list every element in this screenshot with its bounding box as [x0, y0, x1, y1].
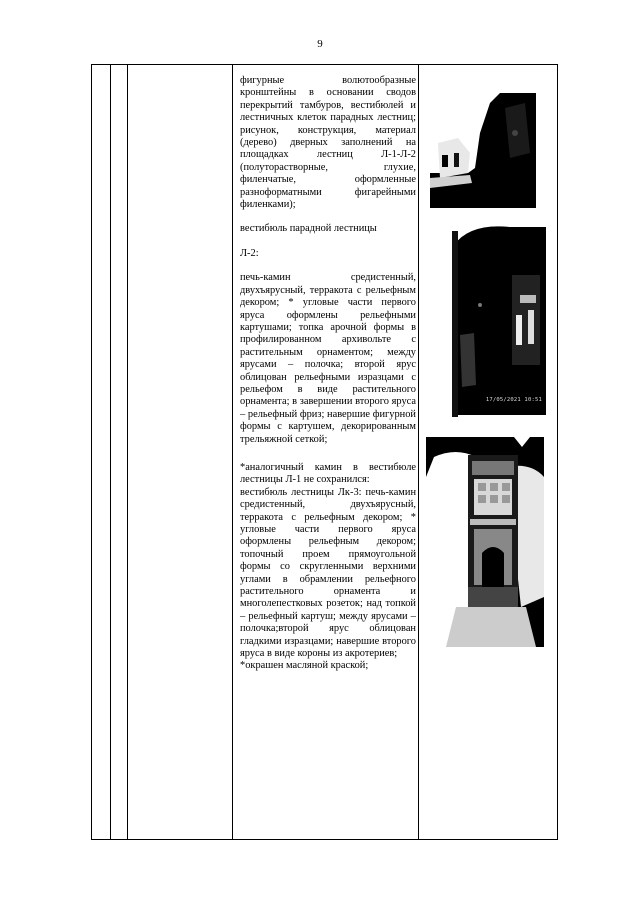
paragraph-fireplace-l2: печь-камин средистенный, двухъярусный, терракота с рельефным декором; * угловые части первого яруса оформлены рельефными картушами; топка арочной формы в профилированном архивольте с растительным орнаментом; между ярусами – полочка; второй ярус облицован рельефными изразцами с рельефом в виде растительного орнамента; в завершении второго яруса – рельефный фриз; навершие фигурной формы с картушем, декорированным трельяжной сеткой; — [240, 272, 416, 445]
paragraph-brackets-doors: фигурные волютообразные кронштейны в основании сводов перекрытий тамбуров, вестибюлей и лестничных клеток парадных лестниц; рисунок, конструкция, материал (дерево) дверных заполнений на площадках лестниц Л-1-Л-2 (полуторастворные, глухие, филенчатые, оформленные разноформатными фигарейными филенками); — [240, 75, 416, 211]
document-table — [91, 64, 558, 840]
paragraph-stair-label: Л-2: — [240, 247, 259, 259]
photo-tiled-fireplace — [426, 437, 544, 647]
paragraph-painted-note: *окрашен масляной краской; — [240, 660, 369, 672]
photo-fireplace-graphic — [426, 437, 544, 647]
paragraph-vestibule-heading: вестибюль парадной лестницы — [240, 223, 377, 235]
photo-timestamp: 17/05/2021 10:51 — [485, 397, 542, 403]
column-divider-4 — [418, 65, 419, 839]
column-divider-2 — [127, 65, 128, 839]
photo-vault-interior — [430, 93, 536, 208]
paragraph-note-l1: *аналогичный камин в вестибюле лестницы Л-1 не сохранился: — [240, 461, 416, 486]
paragraph-fireplace-lk3: вестибюль лестницы Лк-3: печь-камин средистенный, двухъярусный, терракота с рельефным декором; * угловые части первого яруса оформлены рельефным декором; топочный проем прямоугольной формы со скругленными верхними углами в обрамлении рельефного растительного орнамента и многолепестковых розеток; над топкой – рельефный картуш; между ярусами – полочка;второй ярус облицован гладкими изразцами; навершие второго яруса в виде короны из акротериев; — [240, 486, 416, 660]
column-divider-1 — [110, 65, 111, 839]
photo-doorway-graphic — [450, 215, 546, 421]
page-number: 9 — [317, 38, 323, 50]
photo-vault-graphic — [430, 93, 536, 208]
description-cell — [240, 75, 416, 673]
photo-doorway-fireplace — [450, 215, 546, 421]
column-divider-3 — [232, 65, 233, 839]
